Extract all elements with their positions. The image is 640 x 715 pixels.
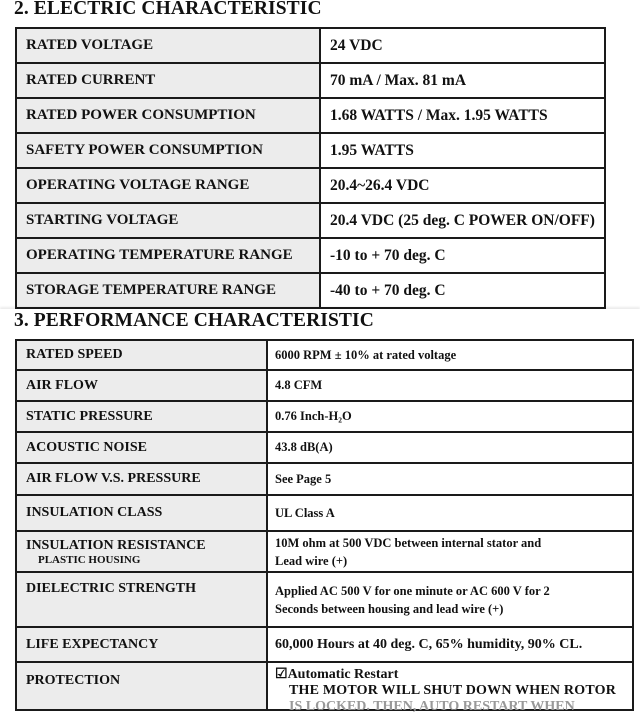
table-row <box>16 531 633 572</box>
electric-spec-table <box>15 27 606 309</box>
spec-value-line: Seconds between housing and lead wire (+) <box>275 601 504 616</box>
table-row <box>16 463 633 495</box>
spec-label: PROTECTION <box>16 662 267 710</box>
spec-value: 1.95 WATTS <box>320 133 605 168</box>
spec-value-line: Applied AC 500 V for one minute or AC 600 V for 2 <box>275 583 550 598</box>
table-row <box>16 401 633 432</box>
spec-label: STATIC PRESSURE <box>16 401 267 432</box>
spec-label: STORAGE TEMPERATURE RANGE <box>16 273 320 308</box>
table-row <box>16 168 605 203</box>
performance-spec-table <box>15 339 634 714</box>
spec-label: AIR FLOW <box>16 370 267 401</box>
spec-label: RATED SPEED <box>16 340 267 370</box>
protection-option: Automatic Restart <box>287 667 399 682</box>
spec-label: INSULATION RESISTANCE <box>26 537 206 553</box>
spec-label: DIELECTRIC STRENGTH <box>16 572 267 627</box>
table-row <box>16 572 633 627</box>
table-row <box>16 203 605 238</box>
spec-value: 43.8 dB(A) <box>267 432 633 463</box>
spec-label: STARTING VOLTAGE <box>16 203 320 238</box>
spec-value: -40 to + 70 deg. C <box>320 273 605 308</box>
section-title-electric: 2. ELECTRIC CHARACTERISTIC <box>14 0 322 19</box>
spec-value: 60,000 Hours at 40 deg. C, 65% humidity, 90% CL. <box>267 627 633 662</box>
spec-value: 4.8 CFM <box>267 370 633 401</box>
table-row <box>16 133 605 168</box>
spec-value: -10 to + 70 deg. C <box>320 238 605 273</box>
spec-value: UL Class A <box>267 495 633 531</box>
spec-label: OPERATING VOLTAGE RANGE <box>16 168 320 203</box>
spec-value: 6000 RPM ± 10% at rated voltage <box>267 340 633 370</box>
spec-label: RATED VOLTAGE <box>16 28 320 63</box>
performance-characteristic-section <box>0 309 640 714</box>
spec-label: LIFE EXPECTANCY <box>16 627 267 662</box>
table-row <box>16 370 633 401</box>
spec-label: INSULATION CLASS <box>16 495 267 531</box>
spec-value: 1.68 WATTS / Max. 1.95 WATTS <box>320 98 605 133</box>
spec-value-protection <box>267 662 633 714</box>
table-row <box>16 273 605 308</box>
table-row <box>16 432 633 463</box>
spec-label: SAFETY POWER CONSUMPTION <box>16 133 320 168</box>
spec-value: See Page 5 <box>267 463 633 495</box>
spec-label-insulation-resistance <box>16 531 267 572</box>
electric-characteristic-section <box>0 0 640 311</box>
spec-value-dielectric-strength <box>267 572 633 627</box>
spec-sublabel: PLASTIC HOUSING <box>38 553 141 566</box>
table-row <box>16 662 633 710</box>
spec-label: RATED CURRENT <box>16 63 320 98</box>
table-row <box>16 63 605 98</box>
spec-label: RATED POWER CONSUMPTION <box>16 98 320 133</box>
spec-value: 24 VDC <box>320 28 605 63</box>
table-row <box>16 340 633 370</box>
spec-value-line: 10M ohm at 500 VDC between internal stator and <box>275 535 542 550</box>
table-row <box>16 28 605 63</box>
checkbox-checked-icon: ☑ <box>275 667 288 682</box>
table-row <box>16 98 605 133</box>
spec-value: 20.4 VDC (25 deg. C POWER ON/OFF) <box>320 203 605 238</box>
spec-value-insulation-resistance <box>267 531 633 572</box>
spec-value: 20.4~26.4 VDC <box>320 168 605 203</box>
spec-value: 70 mA / Max. 81 mA <box>320 63 605 98</box>
spec-label: AIR FLOW V.S. PRESSURE <box>16 463 267 495</box>
protection-note-line: THE MOTOR WILL SHUT DOWN WHEN ROTOR <box>289 683 617 698</box>
spec-label: OPERATING TEMPERATURE RANGE <box>16 238 320 273</box>
section-title-performance: 3. PERFORMANCE CHARACTERISTIC <box>14 310 374 331</box>
table-row <box>16 495 633 531</box>
spec-value-line: Lead wire (+) <box>275 553 348 568</box>
spec-value: 0.76 Inch-H₂O <box>267 401 633 432</box>
table-row <box>16 238 605 273</box>
spec-label: ACOUSTIC NOISE <box>16 432 267 463</box>
protection-note-line: IS LOCKED. THEN, AUTO RESTART WHEN <box>289 699 575 714</box>
table-row <box>16 627 633 662</box>
